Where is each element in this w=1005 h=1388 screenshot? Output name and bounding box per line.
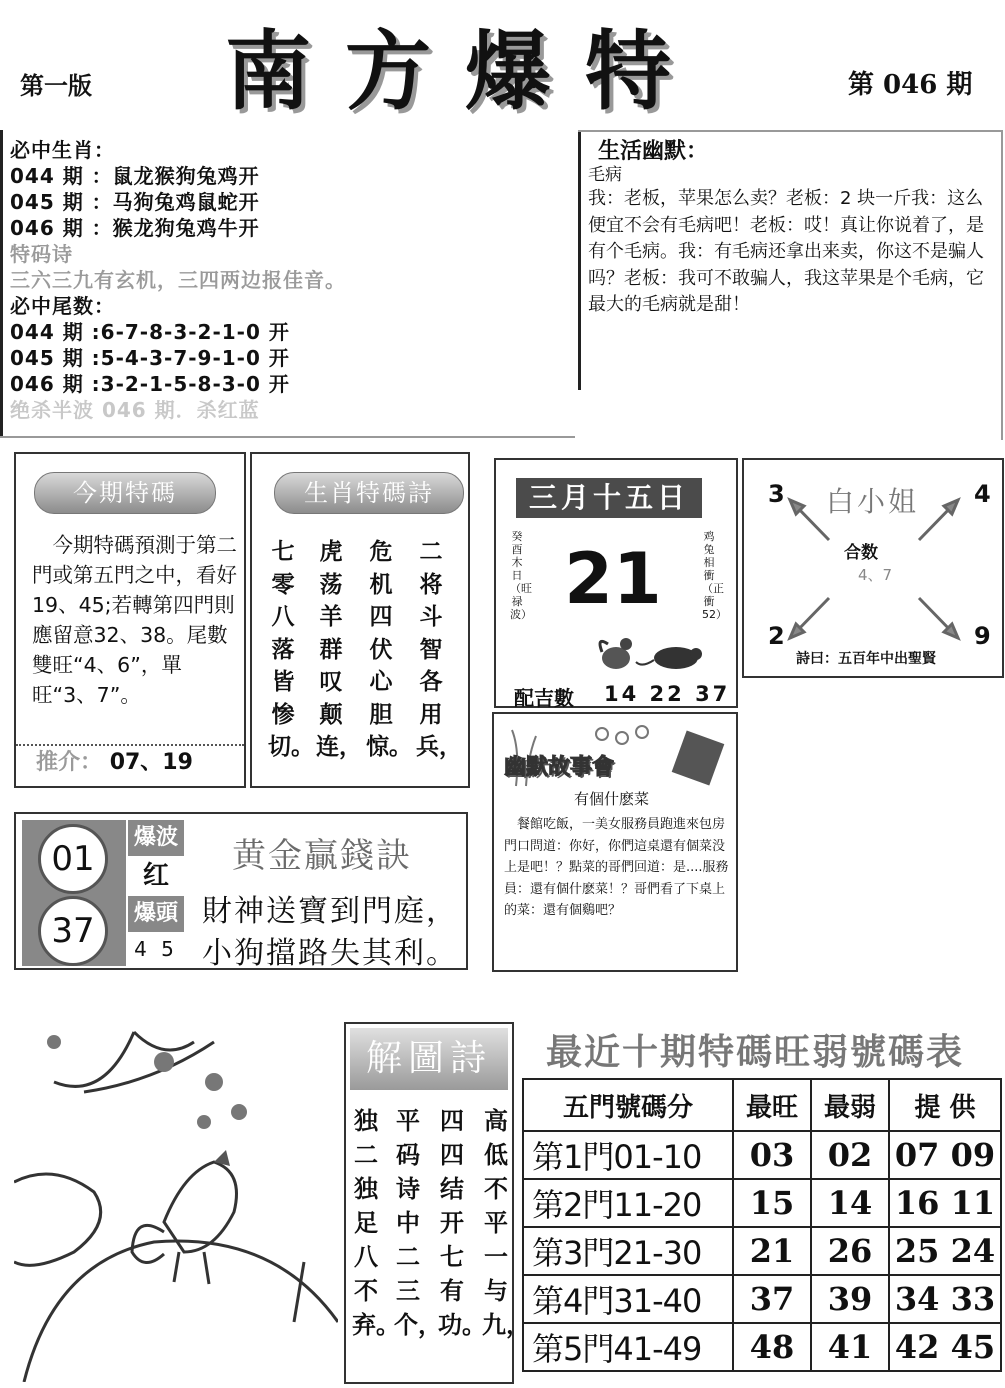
zodiac-poem-col-2: 危机四伏心胆惊。 bbox=[366, 539, 412, 760]
issue-number: 第 046 期 bbox=[848, 70, 973, 100]
provide-cell: 34 33 bbox=[889, 1275, 1001, 1323]
calendar-day: 21 bbox=[564, 538, 662, 620]
rooster-picture bbox=[14, 1022, 338, 1382]
cold-cell: 39 bbox=[811, 1275, 889, 1323]
corner-number-br: 9 bbox=[974, 622, 991, 650]
range-cell: 第5門41-49 bbox=[523, 1323, 733, 1371]
picture-poem-panel bbox=[344, 1022, 530, 1384]
this-issue-title: 今期特碼 bbox=[34, 472, 216, 514]
hot-cell: 21 bbox=[733, 1227, 811, 1275]
zodiac-046: 046 期 ：猴龙狗兔鸡牛开 bbox=[10, 216, 260, 240]
calendar-panel bbox=[494, 458, 738, 708]
number-table bbox=[522, 1078, 1002, 1372]
zodiac-poem-panel bbox=[250, 452, 470, 788]
number-2: 37 bbox=[38, 896, 108, 966]
table-header-row bbox=[523, 1079, 1001, 1131]
table-header: 五門號碼分 bbox=[523, 1079, 733, 1131]
table-row bbox=[523, 1131, 1001, 1179]
picture-poem-col-4: 独二独足八不弃。 bbox=[352, 1107, 400, 1339]
table-title: 最近十期特碼旺弱號碼表 bbox=[546, 1031, 965, 1073]
tail-045: 045 期 :5-4-3-7-9-1-0 开 bbox=[10, 346, 290, 370]
picture-poem-col-2: 四四结开七有功。 bbox=[438, 1107, 486, 1339]
rooster-illustration-icon bbox=[14, 1022, 338, 1382]
range-cell: 第4門31-40 bbox=[523, 1275, 733, 1323]
number-1: 01 bbox=[38, 824, 108, 894]
miss-bai-title: 白小姐 bbox=[826, 485, 920, 518]
range-cell: 第1門01-10 bbox=[523, 1131, 733, 1179]
calendar-date: 三月十五日 bbox=[516, 478, 702, 518]
table-header: 最旺 bbox=[733, 1079, 811, 1131]
humor-text: 我：老板，苹果怎么卖？老板：2 块一斤我：这么便宜不会有毛病吧！老板：哎！真让你说着了，是有个毛病。我：有毛病还拿出来卖，你这不是骗人吗？老板：我可不敢骗人，我这苹果是个毛病，它最大的毛病就是甜！ bbox=[588, 188, 984, 315]
story-panel bbox=[492, 712, 738, 972]
gold-title: 黄金贏錢訣 bbox=[232, 836, 412, 876]
zodiac-poem-title: 生肖特碼詩 bbox=[274, 472, 464, 514]
cold-cell: 41 bbox=[811, 1323, 889, 1371]
hot-cell: 48 bbox=[733, 1323, 811, 1371]
zodiac-poem-col-1: 二将斗智各用兵， bbox=[416, 539, 462, 760]
humor-subtitle: 毛病 bbox=[588, 165, 622, 185]
table-header: 最弱 bbox=[811, 1079, 889, 1131]
zodiac-044: 044 期 ：鼠龙猴狗兔鸡开 bbox=[10, 164, 260, 188]
this-issue-text: 今期特碼預測于第二門或第五門之中，看好19、45;若轉第四門則應留意32、38。尾數雙旺“4、6”，單旺“3、7”。 bbox=[32, 533, 237, 707]
this-issue-panel bbox=[14, 452, 246, 788]
wave-value: 红 bbox=[142, 861, 169, 891]
tail-044: 044 期 :6-7-8-3-2-1-0 开 bbox=[10, 320, 290, 344]
recommend-label: 推介： bbox=[36, 750, 103, 775]
rooster-rat-icon bbox=[596, 632, 716, 676]
story-title: 幽默故事會 bbox=[504, 754, 615, 780]
heshu-label: 合数 bbox=[844, 543, 878, 563]
corner-number-tr: 4 bbox=[974, 480, 991, 508]
zodiac-heading: 必中生肖： bbox=[10, 138, 115, 162]
hot-cell: 03 bbox=[733, 1131, 811, 1179]
miss-bai-panel bbox=[742, 458, 1004, 678]
provide-cell: 42 45 bbox=[889, 1323, 1001, 1371]
table-row bbox=[523, 1275, 1001, 1323]
gold-line-2: 小狗擋路失其利。 bbox=[202, 936, 458, 971]
prediction-panel bbox=[0, 130, 575, 438]
provide-cell: 16 11 bbox=[889, 1179, 1001, 1227]
table-row bbox=[523, 1179, 1001, 1227]
picture-poem-title: 解圖詩 bbox=[350, 1028, 508, 1090]
provide-cell: 07 09 bbox=[889, 1131, 1001, 1179]
head-label: 爆頭 bbox=[128, 896, 184, 932]
corner-number-tl: 3 bbox=[768, 480, 785, 508]
calendar-left-note: 癸酉木日（旺禄波） bbox=[510, 530, 532, 621]
page-title: 南方爆特 bbox=[225, 21, 705, 122]
tail-046: 046 期 :3-2-1-5-8-3-0 开 bbox=[10, 372, 290, 396]
recommend-value: 07、19 bbox=[109, 750, 193, 775]
picture-poem-col-3: 平码诗中二三个， bbox=[394, 1107, 442, 1339]
lucky-numbers: 14 22 37 bbox=[604, 682, 731, 706]
tail-heading: 必中尾数： bbox=[10, 294, 115, 318]
calendar-right-note: 鸡兔相衝（正衝52） bbox=[702, 530, 727, 621]
gold-line-1: 財神送寶到門庭， bbox=[202, 894, 458, 929]
head-value: 4 5 bbox=[134, 937, 178, 961]
edition-label: 第一版 bbox=[20, 71, 92, 100]
range-cell: 第3門21-30 bbox=[523, 1227, 733, 1275]
number-block bbox=[22, 820, 126, 966]
wave-label: 爆波 bbox=[128, 820, 184, 856]
table-row bbox=[523, 1227, 1001, 1275]
table-header: 提 供 bbox=[889, 1079, 1001, 1131]
story-subtitle: 有個什麽菜 bbox=[574, 790, 650, 808]
recommend-row bbox=[36, 745, 193, 776]
gold-panel bbox=[14, 812, 468, 970]
corner-number-bl: 2 bbox=[768, 622, 785, 650]
cold-cell: 14 bbox=[811, 1179, 889, 1227]
zodiac-045: 045 期 ：马狗兔鸡鼠蛇开 bbox=[10, 190, 260, 214]
zodiac-poem-col-3: 虎荡羊群叹颠连， bbox=[316, 539, 362, 760]
humor-title: 生活幽默： bbox=[598, 138, 709, 164]
kill-wave-line: 绝杀半波 046 期．杀红蓝 bbox=[10, 398, 260, 422]
range-cell: 第2門11-20 bbox=[523, 1179, 733, 1227]
humor-panel bbox=[578, 130, 1003, 440]
zodiac-poem-col-4: 七零八落皆惨切。 bbox=[268, 539, 314, 760]
cold-cell: 02 bbox=[811, 1131, 889, 1179]
provide-cell: 25 24 bbox=[889, 1227, 1001, 1275]
poem-line: 三六三九有玄机，三四两边报佳音。 bbox=[10, 268, 346, 292]
hot-cell: 15 bbox=[733, 1179, 811, 1227]
picture-poem-col-1: 高低不平一与九， bbox=[482, 1107, 530, 1339]
cold-cell: 26 bbox=[811, 1227, 889, 1275]
table-row bbox=[523, 1323, 1001, 1371]
poem-heading: 特码诗 bbox=[10, 242, 73, 266]
heshu-value: 4、7 bbox=[858, 566, 893, 584]
story-text: 餐館吃飯，一美女服務員跑進來包房門口問道：你好，你們這桌還有個菜没上是吧！？點菜的哥們回道：是....服務員：還有個什麽菜！？哥們看了下桌上的菜：還有個鷄吧？ bbox=[504, 817, 729, 918]
lucky-label: 配吉數 bbox=[514, 686, 574, 710]
hot-cell: 37 bbox=[733, 1275, 811, 1323]
bai-poem: 詩曰：五百年中出聖賢 bbox=[796, 651, 936, 667]
